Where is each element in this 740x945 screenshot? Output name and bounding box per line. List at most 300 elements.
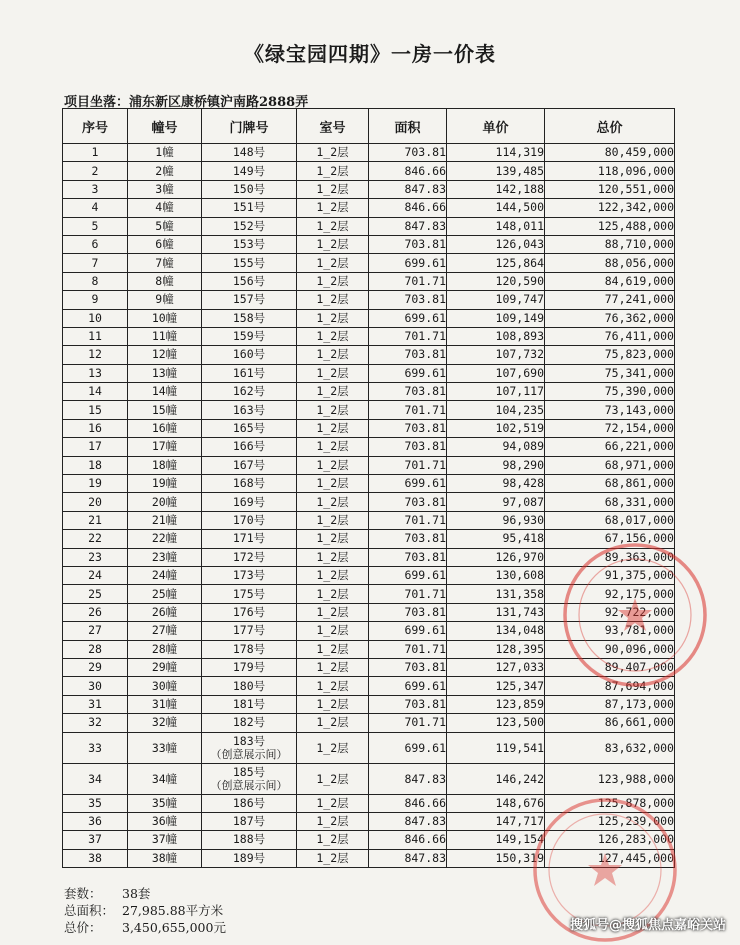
door-cell: 163号 [202, 401, 297, 419]
building-cell: 17幢 [128, 438, 202, 456]
building-cell: 31幢 [128, 695, 202, 713]
row-no-cell: 27 [63, 622, 128, 640]
door-cell: 180号 [202, 677, 297, 695]
door-cell: 188号 [202, 831, 297, 849]
unit-price-cell: 147,717 [447, 812, 545, 830]
unit-price-cell: 146,242 [447, 763, 545, 794]
table-row [63, 794, 675, 812]
door-cell: 150号 [202, 180, 297, 198]
total-price-cell: 91,375,000 [545, 566, 675, 584]
area-cell: 703.81 [369, 658, 447, 676]
room-cell: 1_2层 [297, 235, 369, 253]
row-no-cell: 25 [63, 585, 128, 603]
total-price-cell: 93,781,000 [545, 622, 675, 640]
door-cell: 186号 [202, 794, 297, 812]
building-cell: 37幢 [128, 831, 202, 849]
room-cell: 1_2层 [297, 254, 369, 272]
table-row [63, 235, 675, 253]
row-no-cell: 8 [63, 272, 128, 290]
building-cell: 29幢 [128, 658, 202, 676]
building-cell: 3幢 [128, 180, 202, 198]
table-row [63, 272, 675, 290]
unit-price-cell: 109,149 [447, 309, 545, 327]
unit-price-cell: 127,033 [447, 658, 545, 676]
building-cell: 23幢 [128, 548, 202, 566]
building-cell: 8幢 [128, 272, 202, 290]
row-no-cell: 9 [63, 291, 128, 309]
unit-price-cell: 98,290 [447, 456, 545, 474]
table-row [63, 831, 675, 849]
area-cell: 699.61 [369, 364, 447, 382]
summary-area-label: 总面积： [64, 903, 115, 918]
door-cell: 189号 [202, 849, 297, 867]
area-cell: 703.81 [369, 438, 447, 456]
building-cell: 33幢 [128, 732, 202, 763]
unit-price-cell: 125,347 [447, 677, 545, 695]
table-row [63, 180, 675, 198]
unit-price-cell: 108,893 [447, 327, 545, 345]
total-price-cell: 122,342,000 [545, 199, 675, 217]
unit-price-cell: 123,500 [447, 714, 545, 732]
row-no-cell: 28 [63, 640, 128, 658]
row-no-cell: 19 [63, 475, 128, 493]
unit-price-cell: 142,188 [447, 180, 545, 198]
unit-price-cell: 130,608 [447, 566, 545, 584]
total-price-cell: 68,971,000 [545, 456, 675, 474]
total-price-cell: 68,331,000 [545, 493, 675, 511]
table-row [63, 291, 675, 309]
unit-price-cell: 131,358 [447, 585, 545, 603]
row-no-cell: 38 [63, 849, 128, 867]
door-cell [202, 732, 297, 763]
row-no-cell: 14 [63, 383, 128, 401]
door-cell: 176号 [202, 603, 297, 621]
row-no-cell: 22 [63, 530, 128, 548]
room-cell: 1_2层 [297, 640, 369, 658]
header-cell-total-price: 总价 [545, 109, 675, 144]
row-no-cell: 21 [63, 511, 128, 529]
total-price-cell: 83,632,000 [545, 732, 675, 763]
total-price-cell: 75,341,000 [545, 364, 675, 382]
unit-price-cell: 134,048 [447, 622, 545, 640]
table-row [63, 640, 675, 658]
summary-area [64, 902, 226, 919]
room-cell: 1_2层 [297, 585, 369, 603]
table-row [63, 530, 675, 548]
room-cell: 1_2层 [297, 309, 369, 327]
door-cell: 181号 [202, 695, 297, 713]
area-cell: 699.61 [369, 622, 447, 640]
table-row [63, 493, 675, 511]
building-cell: 9幢 [128, 291, 202, 309]
total-price-cell: 75,823,000 [545, 346, 675, 364]
total-price-cell: 75,390,000 [545, 383, 675, 401]
area-cell: 701.71 [369, 272, 447, 290]
row-no-cell: 16 [63, 419, 128, 437]
table-row [63, 456, 675, 474]
door-cell: 149号 [202, 162, 297, 180]
row-no-cell: 13 [63, 364, 128, 382]
row-no-cell: 24 [63, 566, 128, 584]
room-cell: 1_2层 [297, 812, 369, 830]
door-cell: 155号 [202, 254, 297, 272]
door-cell: 151号 [202, 199, 297, 217]
table-row [63, 309, 675, 327]
total-price-cell: 125,488,000 [545, 217, 675, 235]
row-no-cell: 2 [63, 162, 128, 180]
row-no-cell: 17 [63, 438, 128, 456]
door-cell: 187号 [202, 812, 297, 830]
table-row [63, 714, 675, 732]
unit-price-cell: 128,395 [447, 640, 545, 658]
door-cell: 166号 [202, 438, 297, 456]
area-cell: 703.81 [369, 419, 447, 437]
building-cell: 25幢 [128, 585, 202, 603]
room-cell: 1_2层 [297, 401, 369, 419]
room-cell: 1_2层 [297, 566, 369, 584]
room-cell: 1_2层 [297, 272, 369, 290]
total-price-cell: 89,363,000 [545, 548, 675, 566]
unit-price-cell: 125,864 [447, 254, 545, 272]
total-price-cell: 92,175,000 [545, 585, 675, 603]
area-cell: 701.71 [369, 456, 447, 474]
room-cell: 1_2层 [297, 658, 369, 676]
table-row [63, 383, 675, 401]
room-cell: 1_2层 [297, 217, 369, 235]
building-cell: 11幢 [128, 327, 202, 345]
building-cell: 16幢 [128, 419, 202, 437]
building-cell: 26幢 [128, 603, 202, 621]
table-row [63, 475, 675, 493]
total-price-cell: 80,459,000 [545, 144, 675, 162]
area-cell: 701.71 [369, 511, 447, 529]
table-row [63, 217, 675, 235]
summary-price [64, 919, 226, 936]
unit-price-cell: 96,930 [447, 511, 545, 529]
summary [64, 885, 226, 936]
row-no-cell: 1 [63, 144, 128, 162]
room-cell: 1_2层 [297, 438, 369, 456]
area-cell: 701.71 [369, 640, 447, 658]
room-cell: 1_2层 [297, 291, 369, 309]
summary-count [64, 885, 226, 902]
unit-price-cell: 114,319 [447, 144, 545, 162]
table-row [63, 849, 675, 867]
room-cell: 1_2层 [297, 327, 369, 345]
room-cell: 1_2层 [297, 794, 369, 812]
building-cell: 36幢 [128, 812, 202, 830]
room-cell: 1_2层 [297, 144, 369, 162]
unit-price-cell: 120,590 [447, 272, 545, 290]
area-cell: 703.81 [369, 548, 447, 566]
total-price-cell: 88,710,000 [545, 235, 675, 253]
room-cell: 1_2层 [297, 530, 369, 548]
door-cell: 158号 [202, 309, 297, 327]
total-price-cell: 89,407,000 [545, 658, 675, 676]
building-cell: 14幢 [128, 383, 202, 401]
area-cell: 703.81 [369, 530, 447, 548]
summary-count-value: 38套 [122, 886, 151, 901]
unit-price-cell: 107,732 [447, 346, 545, 364]
building-cell: 1幢 [128, 144, 202, 162]
door-cell: 152号 [202, 217, 297, 235]
building-cell: 20幢 [128, 493, 202, 511]
row-no-cell: 6 [63, 235, 128, 253]
table-header-row [63, 109, 675, 144]
building-cell: 13幢 [128, 364, 202, 382]
door-cell: 153号 [202, 235, 297, 253]
room-cell: 1_2层 [297, 364, 369, 382]
table-row [63, 327, 675, 345]
building-cell: 7幢 [128, 254, 202, 272]
door-number: 183号 [232, 733, 266, 748]
table-row [63, 622, 675, 640]
door-cell: 179号 [202, 658, 297, 676]
table-row [63, 658, 675, 676]
unit-price-cell: 107,117 [447, 383, 545, 401]
total-price-cell: 84,619,000 [545, 272, 675, 290]
row-no-cell: 5 [63, 217, 128, 235]
area-cell: 699.61 [369, 475, 447, 493]
building-cell: 27幢 [128, 622, 202, 640]
table-row [63, 585, 675, 603]
room-cell: 1_2层 [297, 383, 369, 401]
area-cell: 703.81 [369, 144, 447, 162]
building-cell: 18幢 [128, 456, 202, 474]
door-cell: 175号 [202, 585, 297, 603]
table-row [63, 346, 675, 364]
total-price-cell: 123,988,000 [545, 763, 675, 794]
building-cell: 35幢 [128, 794, 202, 812]
door-cell: 157号 [202, 291, 297, 309]
total-price-cell: 126,283,000 [545, 831, 675, 849]
unit-price-cell: 119,541 [447, 732, 545, 763]
table-row [63, 364, 675, 382]
summary-area-value: 27,985.88平方米 [122, 903, 224, 918]
door-cell: 148号 [202, 144, 297, 162]
row-no-cell: 15 [63, 401, 128, 419]
total-price-cell: 76,362,000 [545, 309, 675, 327]
area-cell: 703.81 [369, 493, 447, 511]
row-no-cell: 12 [63, 346, 128, 364]
total-price-cell: 87,694,000 [545, 677, 675, 695]
door-cell: 161号 [202, 364, 297, 382]
building-cell: 6幢 [128, 235, 202, 253]
building-cell: 38幢 [128, 849, 202, 867]
header-cell-building: 幢号 [128, 109, 202, 144]
building-cell: 21幢 [128, 511, 202, 529]
unit-price-cell: 104,235 [447, 401, 545, 419]
row-no-cell: 10 [63, 309, 128, 327]
row-no-cell: 20 [63, 493, 128, 511]
area-cell: 847.83 [369, 763, 447, 794]
location-value: 浦东新区康桥镇沪南路2888弄 [129, 95, 309, 110]
summary-price-label: 总价： [64, 920, 102, 935]
area-cell: 703.81 [369, 291, 447, 309]
total-price-cell: 125,878,000 [545, 794, 675, 812]
building-cell: 10幢 [128, 309, 202, 327]
unit-price-cell: 148,011 [447, 217, 545, 235]
row-no-cell: 35 [63, 794, 128, 812]
door-cell: 162号 [202, 383, 297, 401]
room-cell: 1_2层 [297, 622, 369, 640]
summary-count-label: 套数： [64, 886, 102, 901]
building-cell: 30幢 [128, 677, 202, 695]
total-price-cell: 73,143,000 [545, 401, 675, 419]
total-price-cell: 87,173,000 [545, 695, 675, 713]
table-row [63, 162, 675, 180]
unit-price-cell: 102,519 [447, 419, 545, 437]
door-cell: 160号 [202, 346, 297, 364]
room-cell: 1_2层 [297, 548, 369, 566]
room-cell: 1_2层 [297, 677, 369, 695]
area-cell: 699.61 [369, 254, 447, 272]
row-no-cell: 36 [63, 812, 128, 830]
area-cell: 703.81 [369, 603, 447, 621]
room-cell: 1_2层 [297, 199, 369, 217]
area-cell: 847.83 [369, 849, 447, 867]
row-no-cell: 26 [63, 603, 128, 621]
row-no-cell: 34 [63, 763, 128, 794]
table-row [63, 401, 675, 419]
total-price-cell: 118,096,000 [545, 162, 675, 180]
table-row [63, 603, 675, 621]
table-row [63, 199, 675, 217]
area-cell: 846.66 [369, 199, 447, 217]
door-cell: 178号 [202, 640, 297, 658]
door-note: （创意展示间） [210, 778, 288, 792]
total-price-cell: 86,661,000 [545, 714, 675, 732]
building-cell: 15幢 [128, 401, 202, 419]
room-cell: 1_2层 [297, 456, 369, 474]
room-cell: 1_2层 [297, 493, 369, 511]
room-cell: 1_2层 [297, 603, 369, 621]
row-no-cell: 32 [63, 714, 128, 732]
total-price-cell: 125,239,000 [545, 812, 675, 830]
total-price-cell: 90,096,000 [545, 640, 675, 658]
area-cell: 701.71 [369, 585, 447, 603]
document-title: 《绿宝园四期》一房一价表 [244, 42, 496, 66]
door-note: （创意展示间） [210, 747, 288, 761]
unit-price-cell: 150,319 [447, 849, 545, 867]
area-cell: 701.71 [369, 401, 447, 419]
unit-price-cell: 139,485 [447, 162, 545, 180]
row-no-cell: 4 [63, 199, 128, 217]
watermark: 搜狐号@搜狐焦点嘉峪关站 [569, 918, 726, 933]
unit-price-cell: 107,690 [447, 364, 545, 382]
room-cell: 1_2层 [297, 475, 369, 493]
row-no-cell: 11 [63, 327, 128, 345]
door-cell: 177号 [202, 622, 297, 640]
unit-price-cell: 126,970 [447, 548, 545, 566]
row-no-cell: 23 [63, 548, 128, 566]
table-row [63, 511, 675, 529]
table-row [63, 438, 675, 456]
total-price-cell: 68,017,000 [545, 511, 675, 529]
total-price-cell: 68,861,000 [545, 475, 675, 493]
door-cell: 159号 [202, 327, 297, 345]
table-row [63, 812, 675, 830]
row-no-cell: 7 [63, 254, 128, 272]
header-cell-room: 室号 [297, 109, 369, 144]
door-cell [202, 763, 297, 794]
total-price-cell: 127,445,000 [545, 849, 675, 867]
unit-price-cell: 148,676 [447, 794, 545, 812]
total-price-cell: 67,156,000 [545, 530, 675, 548]
row-no-cell: 33 [63, 732, 128, 763]
room-cell: 1_2层 [297, 763, 369, 794]
area-cell: 703.81 [369, 383, 447, 401]
summary-price-value: 3,450,655,000元 [122, 920, 226, 935]
building-cell: 24幢 [128, 566, 202, 584]
area-cell: 847.83 [369, 180, 447, 198]
area-cell: 847.83 [369, 812, 447, 830]
unit-price-cell: 98,428 [447, 475, 545, 493]
room-cell: 1_2层 [297, 849, 369, 867]
price-table [62, 108, 675, 868]
total-price-cell: 77,241,000 [545, 291, 675, 309]
area-cell: 846.66 [369, 794, 447, 812]
table-row [63, 732, 675, 763]
header-cell-unit-price: 单价 [447, 109, 545, 144]
building-cell: 34幢 [128, 763, 202, 794]
room-cell: 1_2层 [297, 511, 369, 529]
total-price-cell: 92,722,000 [545, 603, 675, 621]
total-price-cell: 120,551,000 [545, 180, 675, 198]
door-number: 185号 [232, 764, 266, 779]
table-row [63, 419, 675, 437]
area-cell: 846.66 [369, 831, 447, 849]
table-row [63, 695, 675, 713]
unit-price-cell: 144,500 [447, 199, 545, 217]
door-cell: 173号 [202, 566, 297, 584]
area-cell: 699.61 [369, 566, 447, 584]
door-cell: 182号 [202, 714, 297, 732]
room-cell: 1_2层 [297, 346, 369, 364]
building-cell: 5幢 [128, 217, 202, 235]
total-price-cell: 72,154,000 [545, 419, 675, 437]
area-cell: 699.61 [369, 732, 447, 763]
row-no-cell: 18 [63, 456, 128, 474]
table-row [63, 144, 675, 162]
room-cell: 1_2层 [297, 732, 369, 763]
building-cell: 32幢 [128, 714, 202, 732]
room-cell: 1_2层 [297, 419, 369, 437]
total-price-cell: 66,221,000 [545, 438, 675, 456]
header-cell-no: 序号 [63, 109, 128, 144]
room-cell: 1_2层 [297, 695, 369, 713]
unit-price-cell: 97,087 [447, 493, 545, 511]
area-cell: 699.61 [369, 677, 447, 695]
room-cell: 1_2层 [297, 831, 369, 849]
table-row [63, 254, 675, 272]
total-price-cell: 76,411,000 [545, 327, 675, 345]
door-cell: 167号 [202, 456, 297, 474]
room-cell: 1_2层 [297, 180, 369, 198]
row-no-cell: 29 [63, 658, 128, 676]
unit-price-cell: 131,743 [447, 603, 545, 621]
unit-price-cell: 149,154 [447, 831, 545, 849]
room-cell: 1_2层 [297, 714, 369, 732]
row-no-cell: 30 [63, 677, 128, 695]
door-cell: 169号 [202, 493, 297, 511]
unit-price-cell: 123,859 [447, 695, 545, 713]
building-cell: 28幢 [128, 640, 202, 658]
building-cell: 19幢 [128, 475, 202, 493]
room-cell: 1_2层 [297, 162, 369, 180]
table-body [63, 144, 675, 868]
row-no-cell: 37 [63, 831, 128, 849]
